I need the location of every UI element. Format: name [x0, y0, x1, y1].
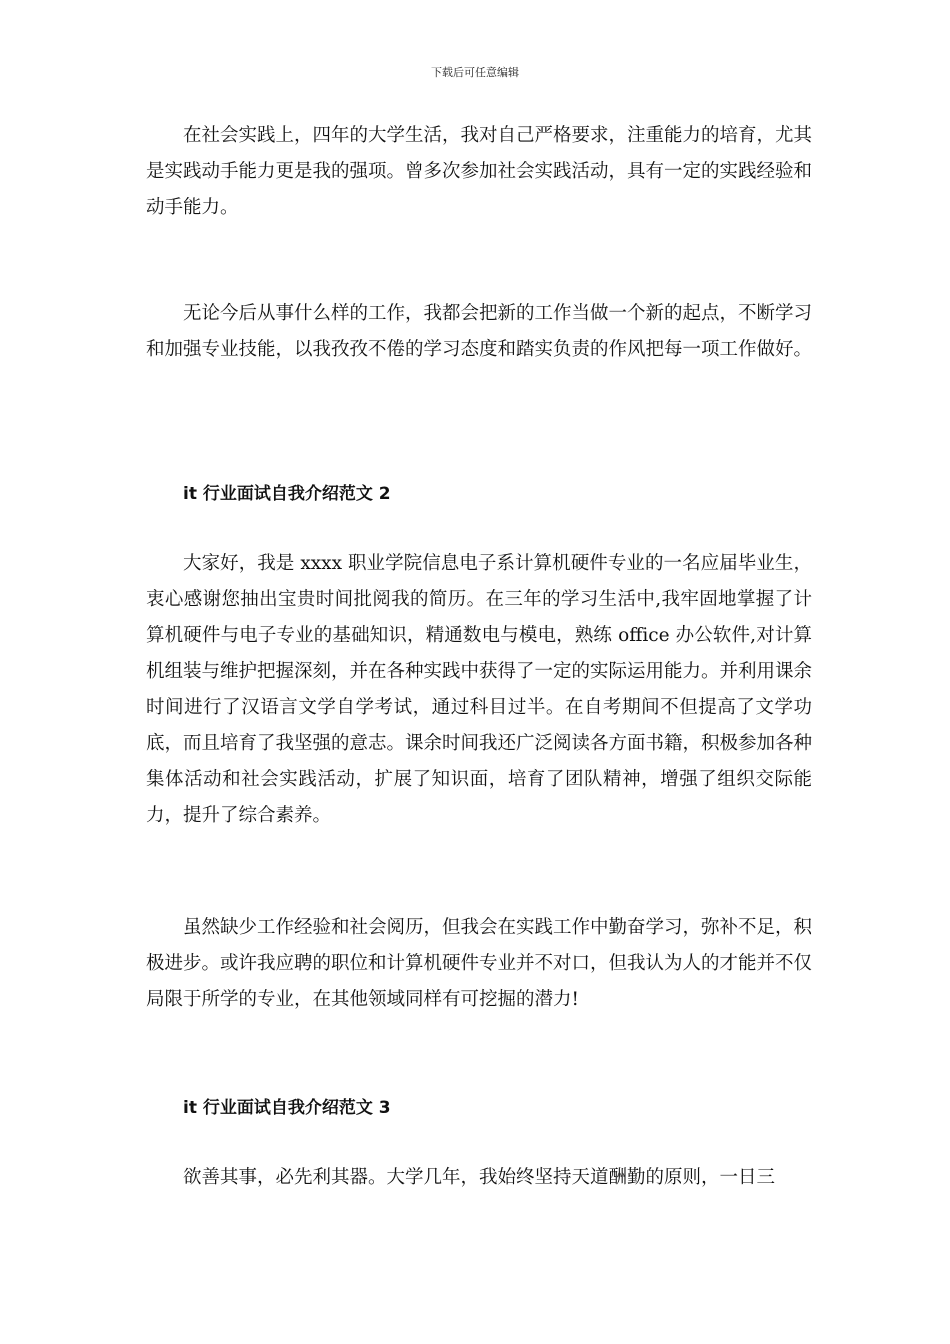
paragraph-principle: 欲善其事，必先利其器。大学几年，我始终坚持天道酬勤的原则，一日三 [183, 1167, 776, 1188]
paragraph-experience: 虽然缺少工作经验和社会阅历，但我会在实践工作中勤奋学习，弥补不足，积极进步。或许我应聘的职位和计算机硬件专业并不对口，但我认为人的才能并不仅局限于所学的专业，在其他领域同样有可挖掘的潜力! [146, 917, 813, 1010]
paragraph-introduction: 大家好，我是 xxxx 职业学院信息电子系计算机硬件专业的一名应届毕业生，衷心感谢您抽出宝贵时间批阅我的简历。在三年的学习生活中,我牢固地掌握了计算机硬件与电子专业的基础知识，精通数电与模电，熟练 office 办公软件,对计算机组装与维护把握深刻，并在各种实践中获得了一定的实际运用能力。并利用课余时间进行了汉语言文学自学考试，通过科目过半。在自考期间不但提高了文学功底，而且培育了我坚强的意志。课余时间我还广泛阅读各方面书籍，积极参加各种集体活动和社会实践活动，扩展了知识面，培育了团队精神，增强了组织交际能力，提升了综合素养。 [146, 553, 813, 826]
section-heading-2: it 行业面试自我介绍范文 2 [183, 484, 391, 504]
page-header: 下载后可任意编辑 [431, 66, 519, 79]
paragraph-future-work: 无论今后从事什么样的工作，我都会把新的工作当做一个新的起点，不断学习和加强专业技能，以我孜孜不倦的学习态度和踏实负责的作风把每一项工作做好。 [146, 303, 813, 360]
paragraph-social-practice: 在社会实践上，四年的大学生活，我对自己严格要求，注重能力的培育，尤其是实践动手能力更是我的强项。曾多次参加社会实践活动，具有一定的实践经验和动手能力。 [146, 125, 813, 218]
section-heading-3: it 行业面试自我介绍范文 3 [183, 1098, 391, 1118]
